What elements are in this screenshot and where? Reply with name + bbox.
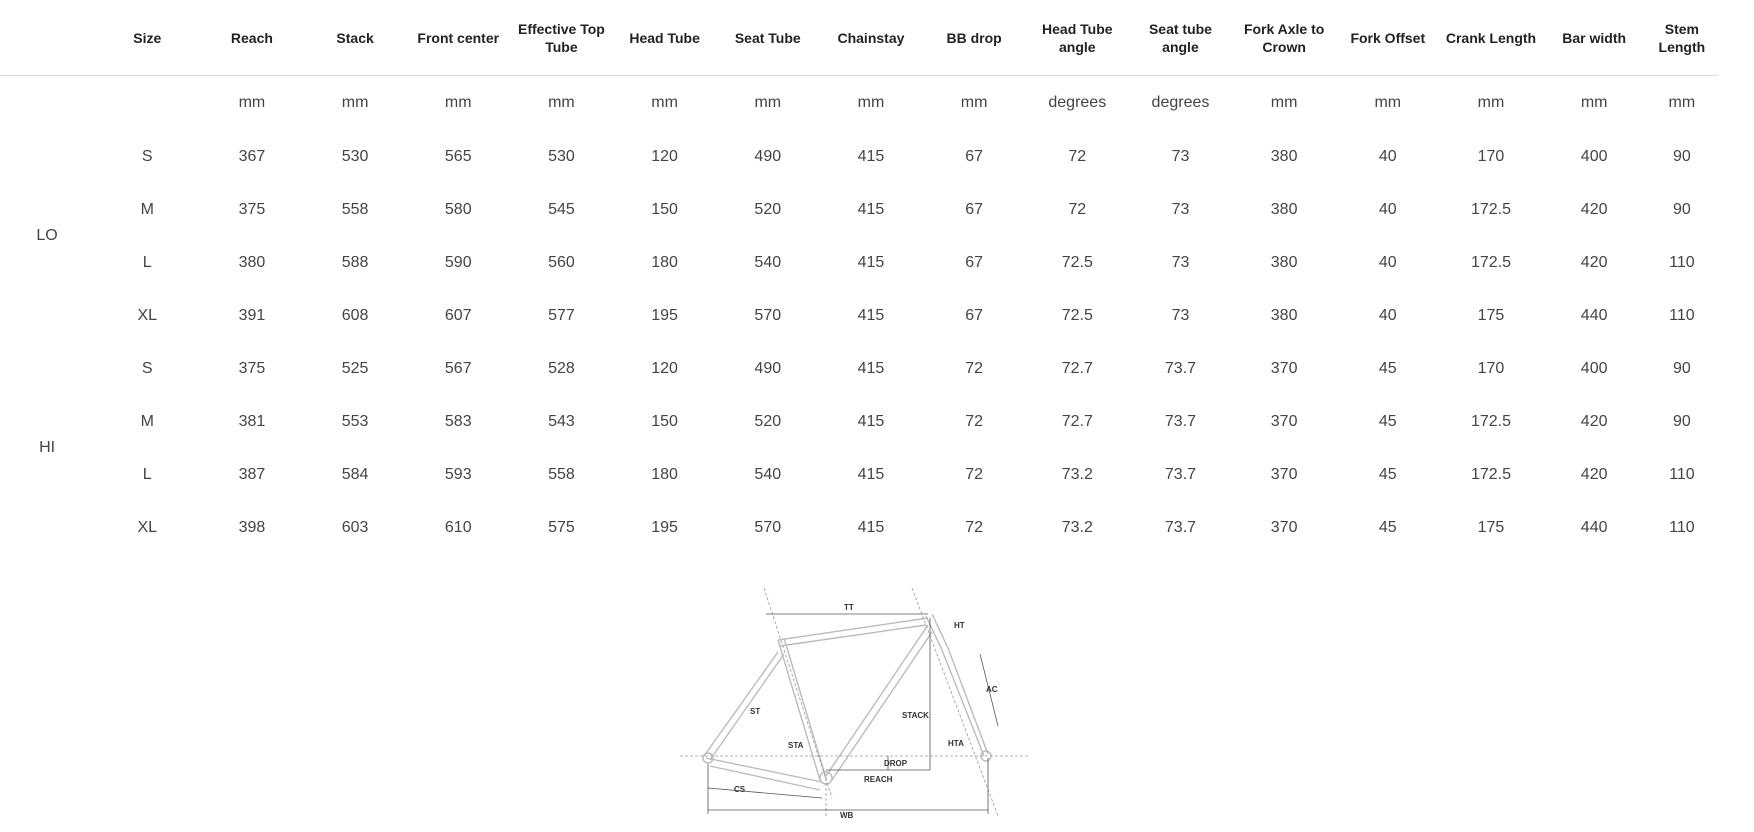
value-cell: 73.7	[1164, 359, 1197, 377]
value-cell: 67	[965, 253, 984, 271]
value-cell: 543	[548, 412, 575, 430]
value-cell: 67	[965, 306, 984, 324]
column-header: Fork Axle to Crown	[1232, 0, 1336, 76]
value-cell: 90	[1672, 147, 1691, 165]
table-row	[0, 395, 1718, 448]
column-header: Crank Length	[1439, 0, 1542, 76]
value-cell: 558	[548, 465, 575, 483]
group-header	[0, 0, 94, 76]
units-row	[0, 76, 1718, 131]
value-cell: 577	[548, 306, 575, 324]
value-cell: 420	[1580, 253, 1608, 271]
size-cell: M	[140, 412, 154, 430]
value-cell: 120	[651, 147, 678, 165]
value-cell: 567	[444, 359, 472, 377]
value-cell: 45	[1378, 465, 1397, 483]
value-cell: 415	[857, 306, 885, 324]
table-row	[0, 342, 1718, 395]
value-cell: 565	[444, 147, 472, 165]
value-cell: 110	[1669, 253, 1695, 271]
value-cell: 175	[1477, 306, 1505, 324]
value-cell: 398	[238, 518, 266, 536]
value-cell: 110	[1669, 518, 1695, 536]
column-header: Fork Offset	[1336, 0, 1439, 76]
size-cell: S	[141, 359, 153, 377]
value-cell: 90	[1672, 359, 1691, 377]
value-cell: 175	[1477, 518, 1505, 536]
value-cell: 400	[1580, 359, 1608, 377]
value-cell: 73	[1171, 147, 1190, 165]
column-header: Size	[94, 0, 200, 76]
unit-cell: degrees	[1048, 94, 1107, 111]
value-cell: 180	[651, 253, 678, 271]
value-cell: 170	[1477, 359, 1505, 377]
value-cell: 67	[965, 147, 984, 165]
value-cell: 380	[1270, 253, 1298, 271]
value-cell: 590	[444, 253, 472, 271]
column-header: Front center	[407, 0, 510, 76]
value-cell: 370	[1270, 412, 1298, 430]
value-cell: 375	[238, 359, 266, 377]
value-cell: 45	[1378, 359, 1397, 377]
value-cell: 40	[1378, 306, 1397, 324]
column-header: Stem Length	[1646, 0, 1718, 76]
value-cell: 608	[341, 306, 369, 324]
value-cell: 380	[238, 253, 266, 271]
value-cell: 150	[651, 200, 678, 218]
column-header: Reach	[200, 0, 303, 76]
group-label: LO	[36, 227, 58, 244]
value-cell: 195	[651, 518, 678, 536]
value-cell: 570	[754, 306, 782, 324]
value-cell: 381	[238, 412, 266, 430]
value-cell: 73.7	[1164, 465, 1197, 483]
value-cell: 525	[341, 359, 369, 377]
value-cell: 40	[1378, 147, 1397, 165]
size-cell: XL	[137, 518, 158, 536]
value-cell: 415	[857, 359, 885, 377]
table-row	[0, 501, 1718, 554]
group-label: HI	[39, 439, 56, 456]
value-cell: 415	[857, 200, 885, 218]
header-row	[0, 0, 1718, 76]
value-cell: 45	[1378, 412, 1397, 430]
value-cell: 391	[238, 306, 266, 324]
value-cell: 73.7	[1164, 518, 1197, 536]
value-cell: 72	[965, 465, 984, 483]
value-cell: 575	[548, 518, 575, 536]
value-cell: 580	[444, 200, 472, 218]
unit-cell: mm	[651, 94, 678, 111]
value-cell: 415	[857, 412, 885, 430]
column-header: Seat Tube	[716, 0, 819, 76]
value-cell: 110	[1669, 465, 1695, 483]
value-cell: 545	[548, 200, 575, 218]
value-cell: 380	[1270, 147, 1298, 165]
diagram-label-hta: HTA	[948, 739, 964, 748]
size-cell: S	[141, 147, 153, 165]
size-cell: L	[142, 253, 152, 271]
diagram-label-ht: HT	[954, 621, 965, 630]
value-cell: 72.7	[1061, 412, 1093, 430]
value-cell: 593	[444, 465, 472, 483]
value-cell: 415	[857, 518, 885, 536]
unit-cell: mm	[444, 94, 472, 111]
value-cell: 490	[754, 147, 782, 165]
value-cell: 120	[651, 359, 678, 377]
value-cell: 195	[651, 306, 678, 324]
value-cell: 584	[341, 465, 369, 483]
value-cell: 172.5	[1470, 200, 1511, 218]
unit-cell: mm	[548, 94, 575, 111]
diagram-label-cs: CS	[734, 785, 746, 794]
value-cell: 90	[1672, 200, 1691, 218]
diagram-label-stack: STACK	[902, 711, 929, 720]
value-cell: 583	[444, 412, 472, 430]
unit-cell: mm	[754, 94, 782, 111]
value-cell: 370	[1270, 518, 1298, 536]
value-cell: 367	[238, 147, 266, 165]
value-cell: 40	[1378, 200, 1397, 218]
value-cell: 73.2	[1061, 518, 1093, 536]
unit-cell: degrees	[1151, 94, 1210, 111]
value-cell: 110	[1669, 306, 1695, 324]
value-cell: 73	[1171, 306, 1190, 324]
value-cell: 72	[965, 359, 984, 377]
value-cell: 72	[965, 518, 984, 536]
unit-cell: mm	[1477, 94, 1505, 111]
table-row	[0, 236, 1718, 289]
measurement-lines	[680, 588, 1030, 816]
diagram-label-sta: STA	[788, 741, 804, 750]
value-cell: 72.5	[1061, 306, 1093, 324]
value-cell: 73.2	[1061, 465, 1093, 483]
value-cell: 570	[754, 518, 782, 536]
value-cell: 172.5	[1470, 465, 1511, 483]
value-cell: 375	[238, 200, 266, 218]
frame-outline	[703, 614, 991, 790]
size-cell: XL	[137, 306, 158, 324]
value-cell: 380	[1270, 200, 1298, 218]
value-cell: 490	[754, 359, 782, 377]
value-cell: 415	[857, 253, 885, 271]
value-cell: 170	[1477, 147, 1505, 165]
column-header: Seat tube angle	[1129, 0, 1232, 76]
value-cell: 415	[857, 465, 885, 483]
diagram-label-drop: DROP	[884, 759, 908, 768]
column-header: Stack	[304, 0, 407, 76]
value-cell: 172.5	[1470, 253, 1511, 271]
diagram-label-tt: TT	[844, 603, 854, 612]
value-cell: 553	[341, 412, 369, 430]
table-row	[0, 130, 1718, 183]
value-cell: 387	[238, 465, 266, 483]
value-cell: 40	[1378, 253, 1397, 271]
diagram-label-st: ST	[750, 707, 761, 716]
value-cell: 540	[754, 465, 782, 483]
value-cell: 180	[651, 465, 678, 483]
unit-cell: mm	[857, 94, 885, 111]
unit-cell: mm	[1374, 94, 1402, 111]
unit-cell: mm	[341, 94, 369, 111]
column-header: BB drop	[923, 0, 1026, 76]
units-blank-cell	[94, 76, 200, 131]
value-cell: 400	[1580, 147, 1608, 165]
column-header: Effective Top Tube	[510, 0, 613, 76]
frame-geometry-diagram	[680, 588, 1030, 818]
unit-cell: mm	[1270, 94, 1298, 111]
value-cell: 72.7	[1061, 359, 1093, 377]
value-cell: 90	[1672, 412, 1691, 430]
size-cell: M	[140, 200, 154, 218]
table-row	[0, 448, 1718, 501]
column-header: Chainstay	[819, 0, 922, 76]
value-cell: 73	[1171, 200, 1190, 218]
value-cell: 150	[651, 412, 678, 430]
value-cell: 45	[1378, 518, 1397, 536]
table-body	[0, 76, 1718, 555]
value-cell: 172.5	[1470, 412, 1511, 430]
diagram-label-reach: REACH	[864, 775, 893, 784]
value-cell: 440	[1580, 306, 1608, 324]
unit-cell: mm	[238, 94, 266, 111]
value-cell: 370	[1270, 359, 1298, 377]
value-cell: 72	[965, 412, 984, 430]
value-cell: 603	[341, 518, 369, 536]
value-cell: 520	[754, 412, 782, 430]
value-cell: 72	[1068, 147, 1087, 165]
value-cell: 530	[341, 147, 369, 165]
value-cell: 420	[1580, 200, 1608, 218]
column-header: Bar width	[1543, 0, 1646, 76]
size-cell: L	[142, 465, 152, 483]
value-cell: 440	[1580, 518, 1608, 536]
table-row	[0, 183, 1718, 236]
unit-cell: mm	[1668, 94, 1696, 111]
value-cell: 520	[754, 200, 782, 218]
value-cell: 540	[754, 253, 782, 271]
value-cell: 558	[341, 200, 369, 218]
column-header: Head Tube angle	[1026, 0, 1129, 76]
diagram-label-wb: WB	[840, 811, 854, 818]
value-cell: 530	[548, 147, 575, 165]
column-header: Head Tube	[613, 0, 716, 76]
value-cell: 67	[965, 200, 984, 218]
value-cell: 607	[444, 306, 472, 324]
value-cell: 560	[548, 253, 575, 271]
value-cell: 610	[444, 518, 472, 536]
value-cell: 420	[1580, 412, 1608, 430]
unit-cell: mm	[960, 94, 988, 111]
value-cell: 73.7	[1164, 412, 1197, 430]
value-cell: 73	[1171, 253, 1190, 271]
value-cell: 420	[1580, 465, 1608, 483]
value-cell: 380	[1270, 306, 1298, 324]
diagram-label-ac: AC	[986, 685, 998, 694]
unit-cell: mm	[1580, 94, 1608, 111]
value-cell: 370	[1270, 465, 1298, 483]
units-blank-cell	[0, 76, 94, 131]
table-row	[0, 289, 1718, 342]
value-cell: 588	[341, 253, 369, 271]
value-cell: 528	[548, 359, 575, 377]
value-cell: 415	[857, 147, 885, 165]
value-cell: 72.5	[1061, 253, 1093, 271]
value-cell: 72	[1068, 200, 1087, 218]
